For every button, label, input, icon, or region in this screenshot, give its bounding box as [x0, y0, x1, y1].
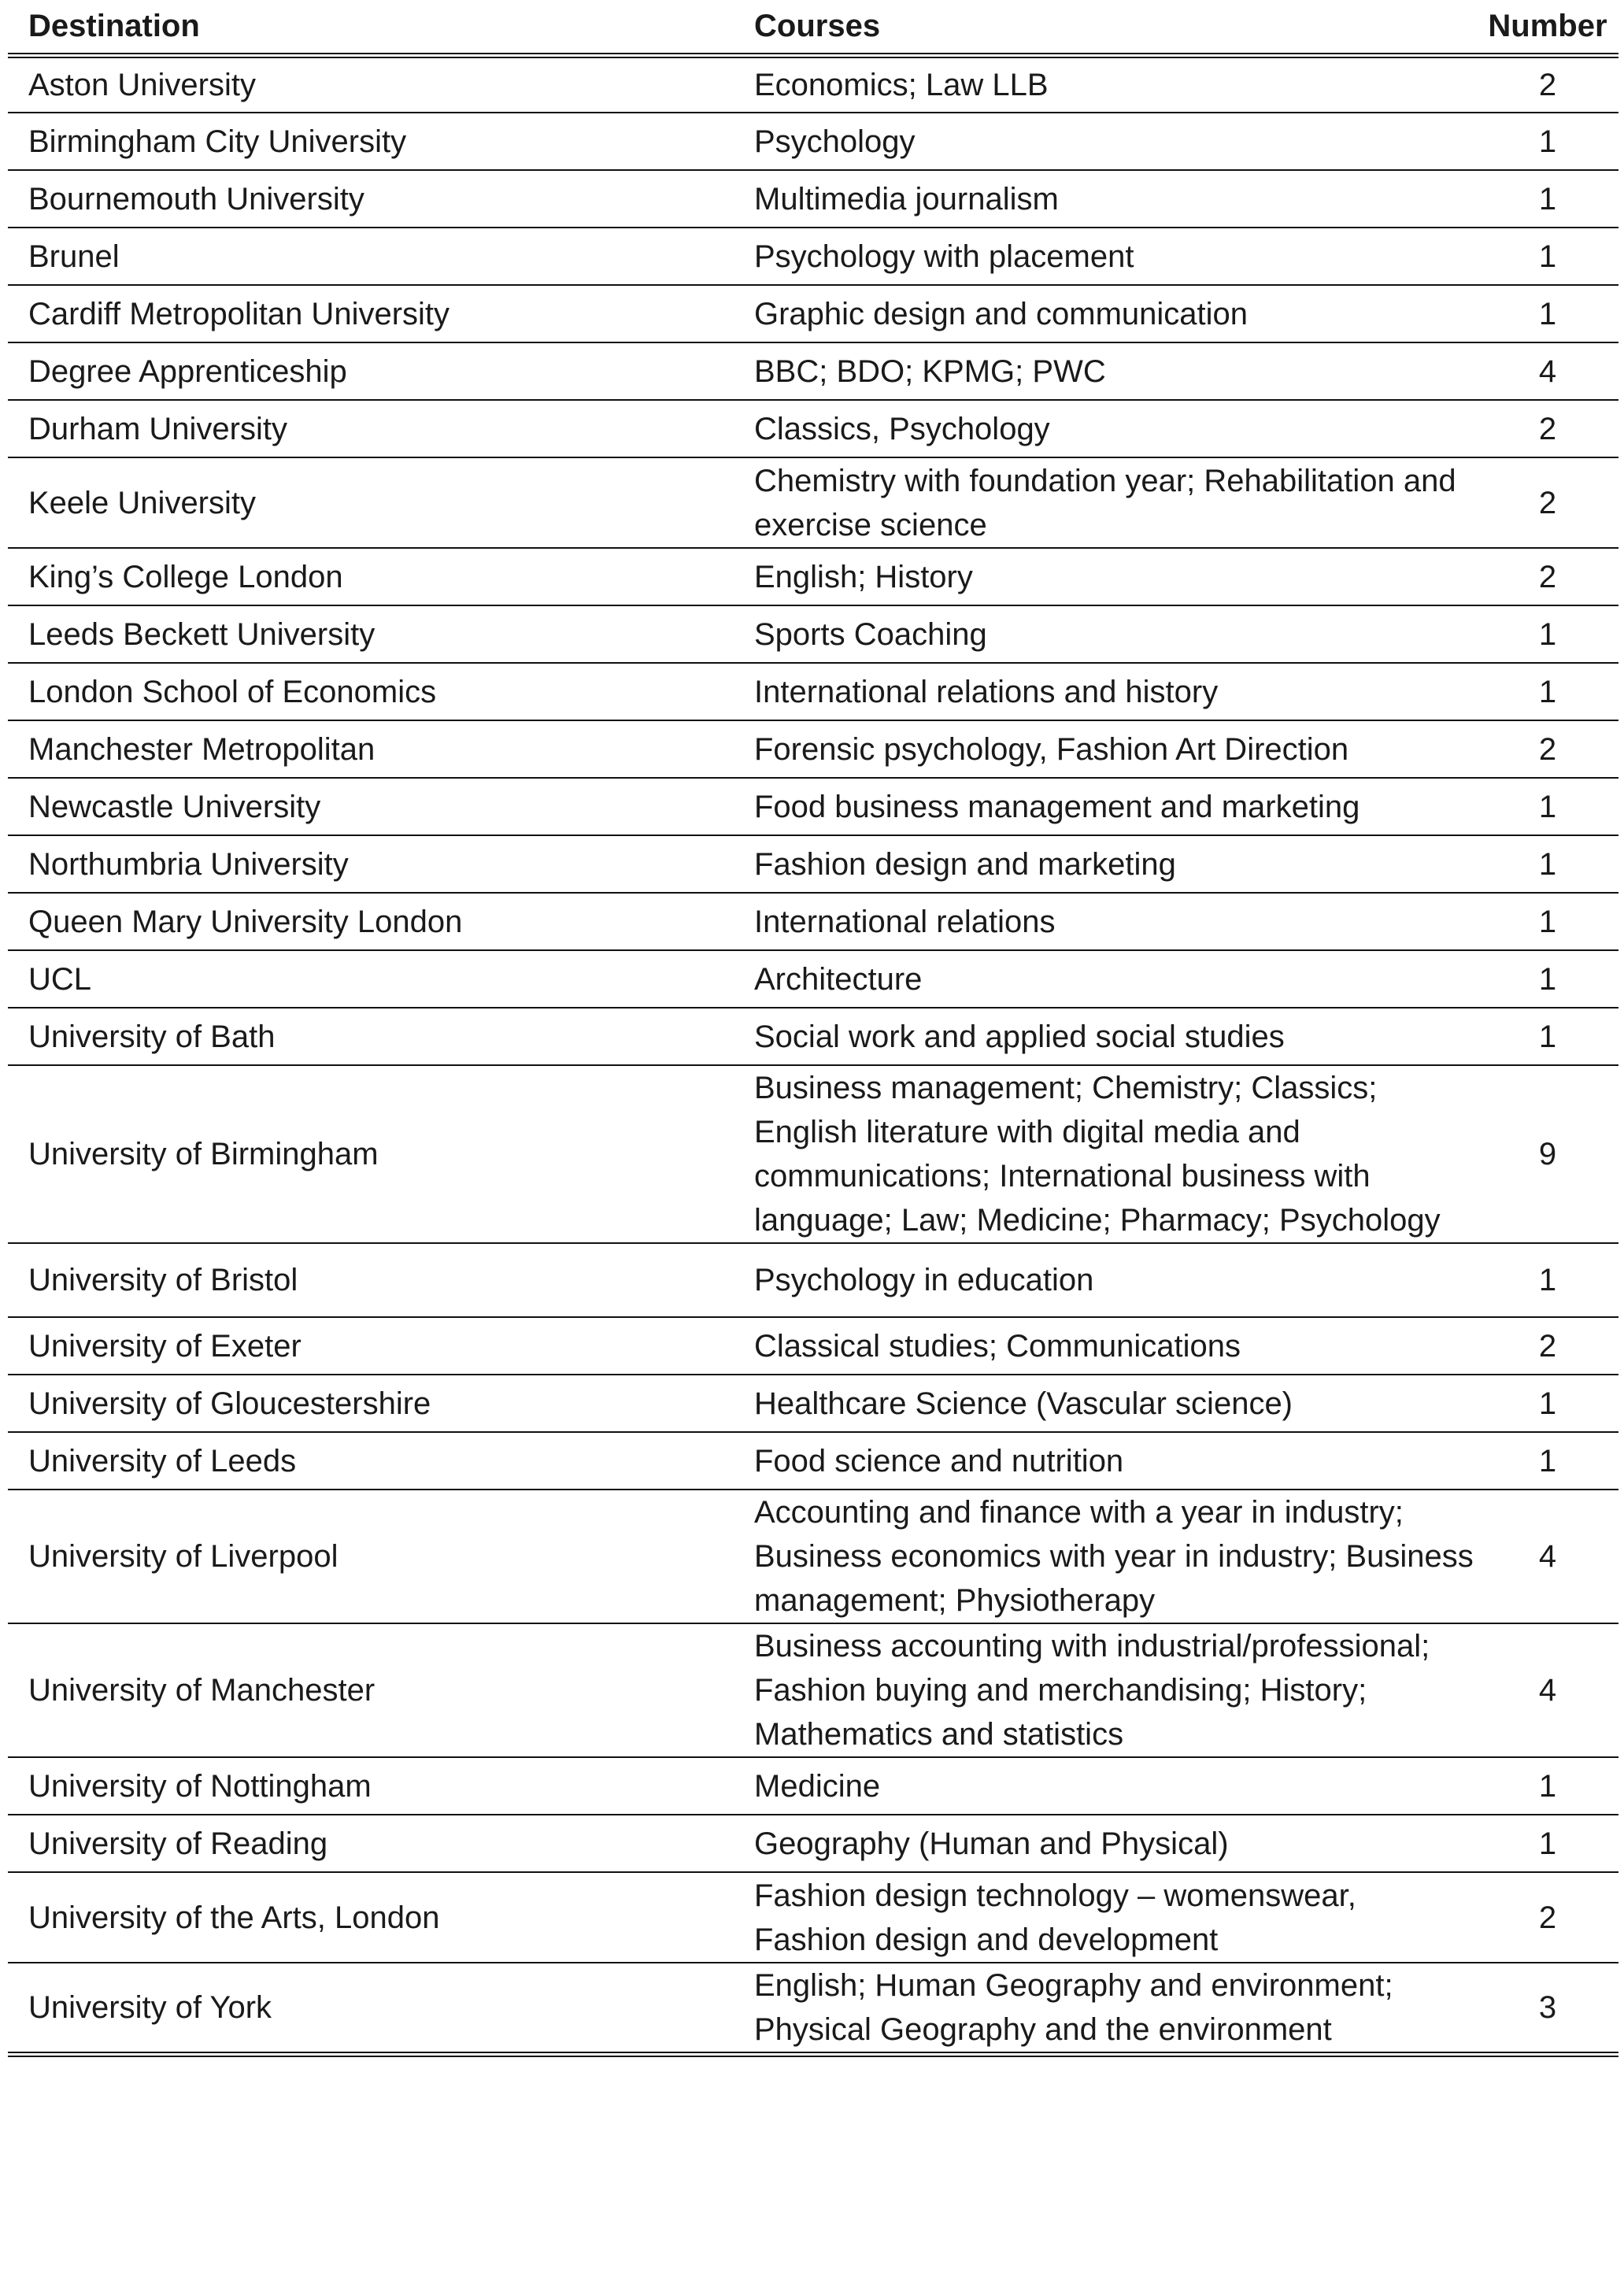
table-row: [8, 342, 1618, 400]
courses-cell: International relations: [734, 893, 1477, 950]
table-row: [8, 778, 1618, 835]
header-row: [8, 0, 1618, 55]
number-cell: 2: [1477, 720, 1618, 778]
number-cell: 1: [1477, 1757, 1618, 1815]
destination-cell: University of Birmingham: [8, 1065, 734, 1243]
courses-cell: English; Human Geography and environment; Physical Geography and the environment: [734, 1963, 1477, 2055]
destination-cell: London School of Economics: [8, 663, 734, 720]
table-row: [8, 663, 1618, 720]
destination-cell: University of York: [8, 1963, 734, 2055]
number-cell: 2: [1477, 55, 1618, 113]
number-cell: 1: [1477, 835, 1618, 893]
courses-cell: Graphic design and communication: [734, 285, 1477, 342]
courses-cell: Psychology in education: [734, 1243, 1477, 1317]
courses-cell: Food science and nutrition: [734, 1432, 1477, 1490]
destination-cell: Keele University: [8, 457, 734, 548]
courses-cell: Healthcare Science (Vascular science): [734, 1375, 1477, 1432]
destination-cell: University of Bath: [8, 1008, 734, 1065]
table-row: [8, 1375, 1618, 1432]
header-number: Number: [1477, 0, 1618, 55]
courses-cell: Economics; Law LLB: [734, 55, 1477, 113]
number-cell: 1: [1477, 1008, 1618, 1065]
courses-cell: Medicine: [734, 1757, 1477, 1815]
number-cell: 1: [1477, 1815, 1618, 1872]
number-cell: 1: [1477, 228, 1618, 285]
number-cell: 1: [1477, 113, 1618, 170]
courses-cell: Fashion design and marketing: [734, 835, 1477, 893]
destination-cell: University of Gloucestershire: [8, 1375, 734, 1432]
number-cell: 9: [1477, 1065, 1618, 1243]
table-row: [8, 400, 1618, 457]
courses-cell: BBC; BDO; KPMG; PWC: [734, 342, 1477, 400]
destination-cell: University of Reading: [8, 1815, 734, 1872]
destination-cell: Durham University: [8, 400, 734, 457]
table-row: [8, 285, 1618, 342]
courses-cell: Business management; Chemistry; Classics; English literature with digital media and communications; International business with language; Law; Medicine; Pharmacy; Psychology: [734, 1065, 1477, 1243]
table-row: [8, 1008, 1618, 1065]
courses-cell: Forensic psychology, Fashion Art Direction: [734, 720, 1477, 778]
number-cell: 1: [1477, 950, 1618, 1008]
number-cell: 1: [1477, 893, 1618, 950]
table-row: [8, 55, 1618, 113]
table-row: [8, 1963, 1618, 2055]
number-cell: 3: [1477, 1963, 1618, 2055]
destination-cell: Aston University: [8, 55, 734, 113]
table-header: [8, 0, 1618, 55]
courses-cell: Accounting and finance with a year in industry; Business economics with year in industry; Business management; Physiotherapy: [734, 1490, 1477, 1623]
destination-cell: Manchester Metropolitan: [8, 720, 734, 778]
courses-cell: English; History: [734, 548, 1477, 605]
courses-cell: Psychology with placement: [734, 228, 1477, 285]
destination-cell: University of Bristol: [8, 1243, 734, 1317]
number-cell: 1: [1477, 285, 1618, 342]
number-cell: 1: [1477, 605, 1618, 663]
courses-cell: Classics, Psychology: [734, 400, 1477, 457]
courses-cell: Social work and applied social studies: [734, 1008, 1477, 1065]
destination-cell: Leeds Beckett University: [8, 605, 734, 663]
courses-cell: Business accounting with industrial/professional; Fashion buying and merchandising; History; Mathematics and statistics: [734, 1623, 1477, 1757]
destination-cell: Cardiff Metropolitan University: [8, 285, 734, 342]
number-cell: 1: [1477, 1243, 1618, 1317]
courses-cell: Geography (Human and Physical): [734, 1815, 1477, 1872]
table-row: [8, 457, 1618, 548]
courses-cell: Architecture: [734, 950, 1477, 1008]
destination-cell: University of Leeds: [8, 1432, 734, 1490]
table-row: [8, 1243, 1618, 1317]
destination-cell: Bournemouth University: [8, 170, 734, 228]
number-cell: 4: [1477, 1490, 1618, 1623]
destination-cell: King’s College London: [8, 548, 734, 605]
table-row: [8, 170, 1618, 228]
destinations-table: [8, 0, 1618, 2057]
destination-cell: Northumbria University: [8, 835, 734, 893]
table-row: [8, 893, 1618, 950]
destination-cell: UCL: [8, 950, 734, 1008]
destination-cell: University of Liverpool: [8, 1490, 734, 1623]
number-cell: 1: [1477, 1375, 1618, 1432]
courses-cell: International relations and history: [734, 663, 1477, 720]
table-row: [8, 1317, 1618, 1375]
destination-cell: Birmingham City University: [8, 113, 734, 170]
number-cell: 2: [1477, 1872, 1618, 1963]
destination-cell: Brunel: [8, 228, 734, 285]
table-body: [8, 55, 1618, 2055]
header-destination: Destination: [8, 0, 734, 55]
number-cell: 1: [1477, 170, 1618, 228]
number-cell: 1: [1477, 663, 1618, 720]
table-row: [8, 113, 1618, 170]
destination-cell: University of Manchester: [8, 1623, 734, 1757]
number-cell: 2: [1477, 457, 1618, 548]
number-cell: 4: [1477, 1623, 1618, 1757]
number-cell: 2: [1477, 1317, 1618, 1375]
table-row: [8, 720, 1618, 778]
destination-cell: University of Exeter: [8, 1317, 734, 1375]
table-row: [8, 548, 1618, 605]
courses-cell: Psychology: [734, 113, 1477, 170]
number-cell: 2: [1477, 400, 1618, 457]
courses-cell: Chemistry with foundation year; Rehabilitation and exercise science: [734, 457, 1477, 548]
table-row: [8, 1623, 1618, 1757]
courses-cell: Classical studies; Communications: [734, 1317, 1477, 1375]
table-row: [8, 1490, 1618, 1623]
table-row: [8, 835, 1618, 893]
destination-cell: Newcastle University: [8, 778, 734, 835]
courses-cell: Food business management and marketing: [734, 778, 1477, 835]
courses-cell: Fashion design technology – womenswear, Fashion design and development: [734, 1872, 1477, 1963]
header-courses: Courses: [734, 0, 1477, 55]
courses-cell: Multimedia journalism: [734, 170, 1477, 228]
table-row: [8, 950, 1618, 1008]
number-cell: 1: [1477, 1432, 1618, 1490]
destination-cell: Degree Apprenticeship: [8, 342, 734, 400]
table-row: [8, 1065, 1618, 1243]
table-row: [8, 1432, 1618, 1490]
table-row: [8, 1815, 1618, 1872]
courses-cell: Sports Coaching: [734, 605, 1477, 663]
table-row: [8, 228, 1618, 285]
table-row: [8, 1872, 1618, 1963]
destination-cell: University of Nottingham: [8, 1757, 734, 1815]
destination-cell: Queen Mary University London: [8, 893, 734, 950]
table-row: [8, 1757, 1618, 1815]
number-cell: 4: [1477, 342, 1618, 400]
number-cell: 2: [1477, 548, 1618, 605]
table-row: [8, 605, 1618, 663]
destination-cell: University of the Arts, London: [8, 1872, 734, 1963]
number-cell: 1: [1477, 778, 1618, 835]
